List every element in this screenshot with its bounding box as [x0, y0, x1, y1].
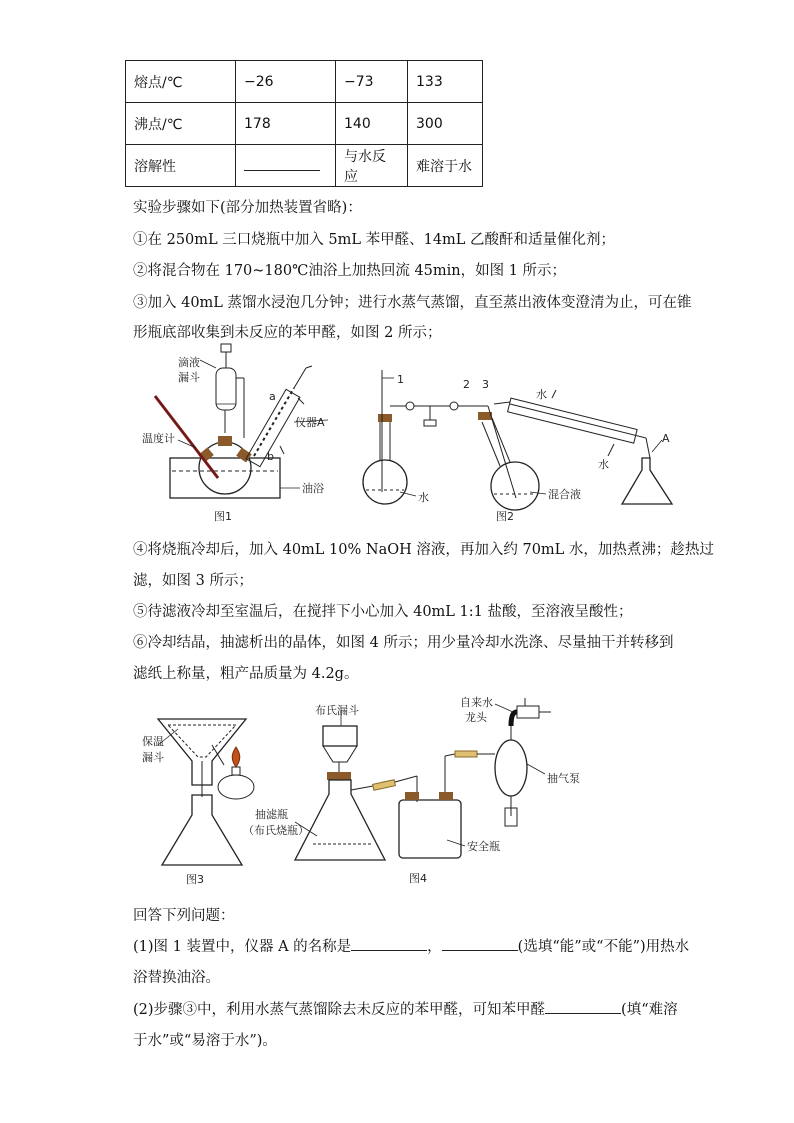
answer-intro: 回答下列问题：: [133, 908, 235, 924]
table-cell: 140: [336, 103, 408, 145]
answer-blank[interactable]: [545, 999, 621, 1014]
table-cell: −26: [236, 61, 336, 103]
fig4-label-faucet-2: 龙头: [465, 711, 487, 724]
properties-table: [125, 60, 483, 187]
fig2-label-water: 水: [418, 491, 429, 504]
answer-blank[interactable]: [244, 156, 320, 171]
fig2-label-water-in: 水: [536, 388, 547, 401]
question-1-text-b: ，: [427, 939, 442, 955]
figure-1: [130, 338, 360, 528]
fig1-label-funnel-2: 漏斗: [178, 371, 200, 384]
answer-blank[interactable]: [442, 936, 518, 951]
question-1-text-a: (1)图 1 装置中，仪器 A 的名称是: [133, 939, 352, 955]
table-row: [126, 103, 483, 145]
table-cell: 难溶于水: [408, 145, 483, 187]
fig2-label-mixture: 混合液: [548, 488, 581, 501]
fig1-label-b: b: [267, 450, 274, 463]
figure-3: [138, 705, 258, 890]
fig1-caption: 图1: [214, 510, 232, 523]
fig2-label-A: A: [662, 432, 670, 445]
step-1: ①在 250mL 三口烧瓶中加入 5mL 苯甲醛、14mL 乙酸酐和适量催化剂；: [133, 232, 616, 248]
table-row: [126, 61, 483, 103]
steps-intro: 实验步骤如下(部分加热装置省略)：: [133, 200, 362, 216]
question-2-line2: 于水”或“易溶于水”)。: [133, 1033, 277, 1049]
fig2-caption: 图2: [496, 510, 514, 523]
fig1-label-funnel-1: 滴液: [178, 356, 200, 369]
step-3-line2: 形瓶底部收集到未反应的苯甲醛，如图 2 所示；: [133, 325, 442, 341]
fig4-label-faucet-1: 自来水: [460, 696, 493, 709]
step-3-line1: ③加入 40mL 蒸馏水浸泡几分钟；进行水蒸气蒸馏，直至蒸出液体变澄清为止，可在锥: [133, 295, 692, 311]
question-2-text-a: (2)步骤③中，利用水蒸气蒸馏除去未反应的苯甲醛，可知苯甲醛: [133, 1002, 546, 1018]
table-cell: 300: [408, 103, 483, 145]
step-4-line1: ④将烧瓶冷却后，加入 40mL 10% NaOH 溶液，再加入约 70mL 水，加热煮沸；趁热过: [133, 542, 714, 558]
table-cell: [236, 145, 336, 187]
fig4-label-safety: 安全瓶: [467, 840, 500, 853]
fig4-label-flask-1: 抽滤瓶: [255, 808, 288, 821]
fig4-caption: 图4: [409, 872, 427, 885]
step-4-line2: 滤，如图 3 所示；: [133, 573, 253, 589]
question-2-line1: [133, 998, 678, 1019]
fig2-label-water-out: 水: [598, 458, 609, 471]
fig4-label-buchner: 布氏漏斗: [315, 704, 359, 717]
fig4-label-flask-2: （布氏烧瓶）: [243, 824, 309, 837]
table-cell: 溶解性: [126, 145, 236, 187]
answer-blank[interactable]: [351, 936, 427, 951]
table-cell: 178: [236, 103, 336, 145]
step-6-line1: ⑥冷却结晶，抽滤析出的晶体，如图 4 所示；用少量冷却水洗涤、尽量抽干并转移到: [133, 635, 674, 651]
step-6-line2: 滤纸上称量，粗产品质量为 4.2g。: [133, 666, 359, 682]
fig3-caption: 图3: [186, 873, 204, 886]
question-1-line2: 浴替换油浴。: [133, 970, 220, 986]
table-cell: 与水反应: [336, 145, 408, 187]
table-cell: 133: [408, 61, 483, 103]
fig2-label-2: 2: [463, 378, 470, 391]
fig3-label-funnel-2: 漏斗: [142, 751, 164, 764]
fig1-label-instrument: 仪器A: [295, 416, 325, 429]
table-cell: 沸点/℃: [126, 103, 236, 145]
fig3-label-funnel-1: 保温: [142, 735, 164, 748]
fig2-label-1: 1: [397, 373, 404, 386]
step-5: ⑤待滤液冷却至室温后，在搅拌下小心加入 40mL 1:1 盐酸，至溶液呈酸性；: [133, 604, 633, 620]
fig2-label-3: 3: [482, 378, 489, 391]
fig1-label-a: a: [269, 390, 276, 403]
table-cell: −73: [336, 61, 408, 103]
fig1-label-thermometer: 温度计: [142, 432, 175, 445]
figure-2: [360, 362, 680, 528]
question-1-line1: [133, 935, 689, 956]
step-2: ②将混合物在 170~180℃油浴上加热回流 45min，如图 1 所示；: [133, 263, 567, 279]
fig4-label-pump: 抽气泵: [547, 772, 580, 785]
table-row: [126, 145, 483, 187]
figure-4: [243, 690, 595, 890]
question-1-text-c: (选填“能”或“不能”)用热水: [517, 939, 690, 955]
fig1-label-oil-bath: 油浴: [302, 482, 324, 495]
table-cell: 熔点/℃: [126, 61, 236, 103]
question-2-text-b: (填“难溶: [621, 1002, 678, 1018]
